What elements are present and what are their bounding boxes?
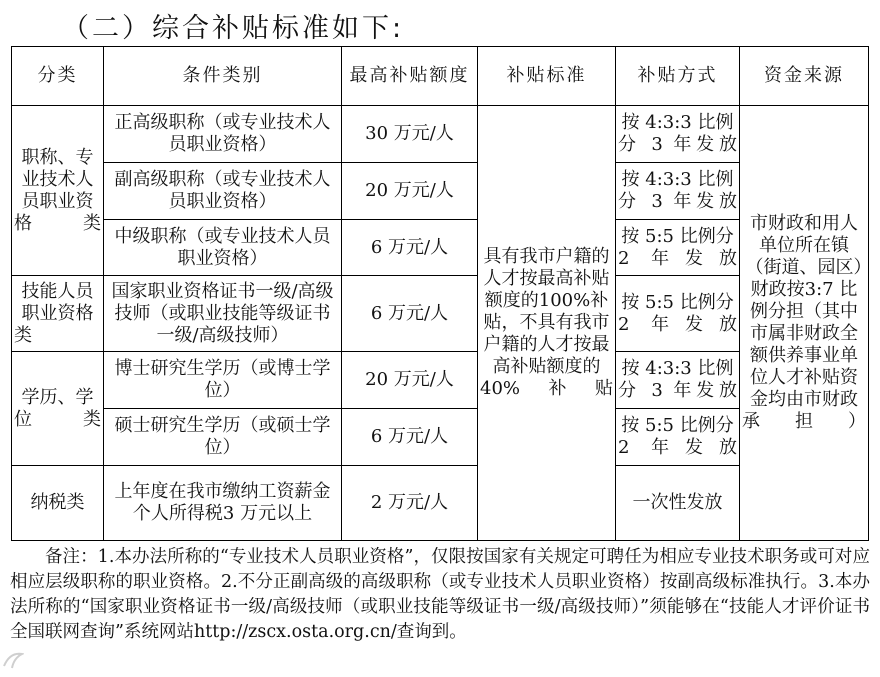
header-funding: 资金来源 xyxy=(740,47,869,106)
amount-cell: 6 万元/人 xyxy=(342,276,478,352)
category-tax: 纳税类 xyxy=(12,466,104,541)
category-degree: 学历、学位类 xyxy=(12,352,104,466)
standard-cell: 具有我市户籍的人才按最高补贴额度的100%补贴，不具有我市户籍的人才按最高补贴额度的40%补贴 xyxy=(478,106,616,541)
method-cell: 按 5:5 比例分 2 年发放 xyxy=(616,409,740,466)
header-method: 补贴方式 xyxy=(616,47,740,106)
condition-cell: 上年度在我市缴纳工资薪金个人所得税3 万元以上 xyxy=(104,466,342,541)
condition-cell: 中级职称（或专业技术人员职业资格） xyxy=(104,220,342,276)
category-skill: 技能人员职业资格类 xyxy=(12,276,104,352)
table-row xyxy=(12,106,869,163)
watermark-icon xyxy=(2,650,28,672)
method-cell: 按 4:3:3 比例分 3 年发放 xyxy=(616,352,740,409)
method-cell: 一次性发放 xyxy=(616,466,740,541)
method-cell: 按 5:5 比例分 2 年发放 xyxy=(616,220,740,276)
category-title: 职称、专业技术人员职业资格类 xyxy=(12,106,104,276)
condition-cell: 博士研究生学历（或博士学位） xyxy=(104,352,342,409)
method-cell: 按 5:5 比例分 2 年发放 xyxy=(616,276,740,352)
condition-cell: 副高级职称（或专业技术人员职业资格） xyxy=(104,163,342,220)
header-max-amount: 最高补贴额度 xyxy=(342,47,478,106)
amount-cell: 6 万元/人 xyxy=(342,220,478,276)
condition-cell: 硕士研究生学历（或硕士学位） xyxy=(104,409,342,466)
amount-cell: 6 万元/人 xyxy=(342,409,478,466)
section-heading: （二）综合补贴标准如下: xyxy=(62,13,405,44)
method-cell: 按 4:3:3 比例分 3 年发放 xyxy=(616,163,740,220)
amount-cell: 20 万元/人 xyxy=(342,352,478,409)
subsidy-table xyxy=(11,46,869,541)
table-header-row xyxy=(12,47,869,106)
header-condition: 条件类别 xyxy=(104,47,342,106)
header-standard: 补贴标准 xyxy=(478,47,616,106)
amount-cell: 2 万元/人 xyxy=(342,466,478,541)
method-cell: 按 4:3:3 比例分 3 年发放 xyxy=(616,106,740,163)
amount-cell: 20 万元/人 xyxy=(342,163,478,220)
amount-cell: 30 万元/人 xyxy=(342,106,478,163)
funding-cell: 市财政和用人单位所在镇（街道、园区）财政按3:7 比例分担（其中市属非财政全额供养事业单位人才补贴资金均由市财政承担） xyxy=(740,106,869,541)
header-category: 分类 xyxy=(12,47,104,106)
notes-paragraph: 备注：1.本办法所称的“专业技术人员职业资格”，仅限按国家有关规定可聘任为相应专业技术职务或可对应相应层级职称的职业资格。2.不分正副高级的高级职称（或专业技术人员职业资格）按副高级标准执行。3.本办法所称的“国家职业资格证书一级/高级技师（或职业技能等级证书一级/高级技师）”须能够在“技能人才评价证书全国联网查询”系统网站http://zscx.osta.org.cn/查询到。 xyxy=(10,547,870,642)
condition-cell: 国家职业资格证书一级/高级技师（或职业技能等级证书一级/高级技师） xyxy=(104,276,342,352)
condition-cell: 正高级职称（或专业技术人员职业资格） xyxy=(104,106,342,163)
